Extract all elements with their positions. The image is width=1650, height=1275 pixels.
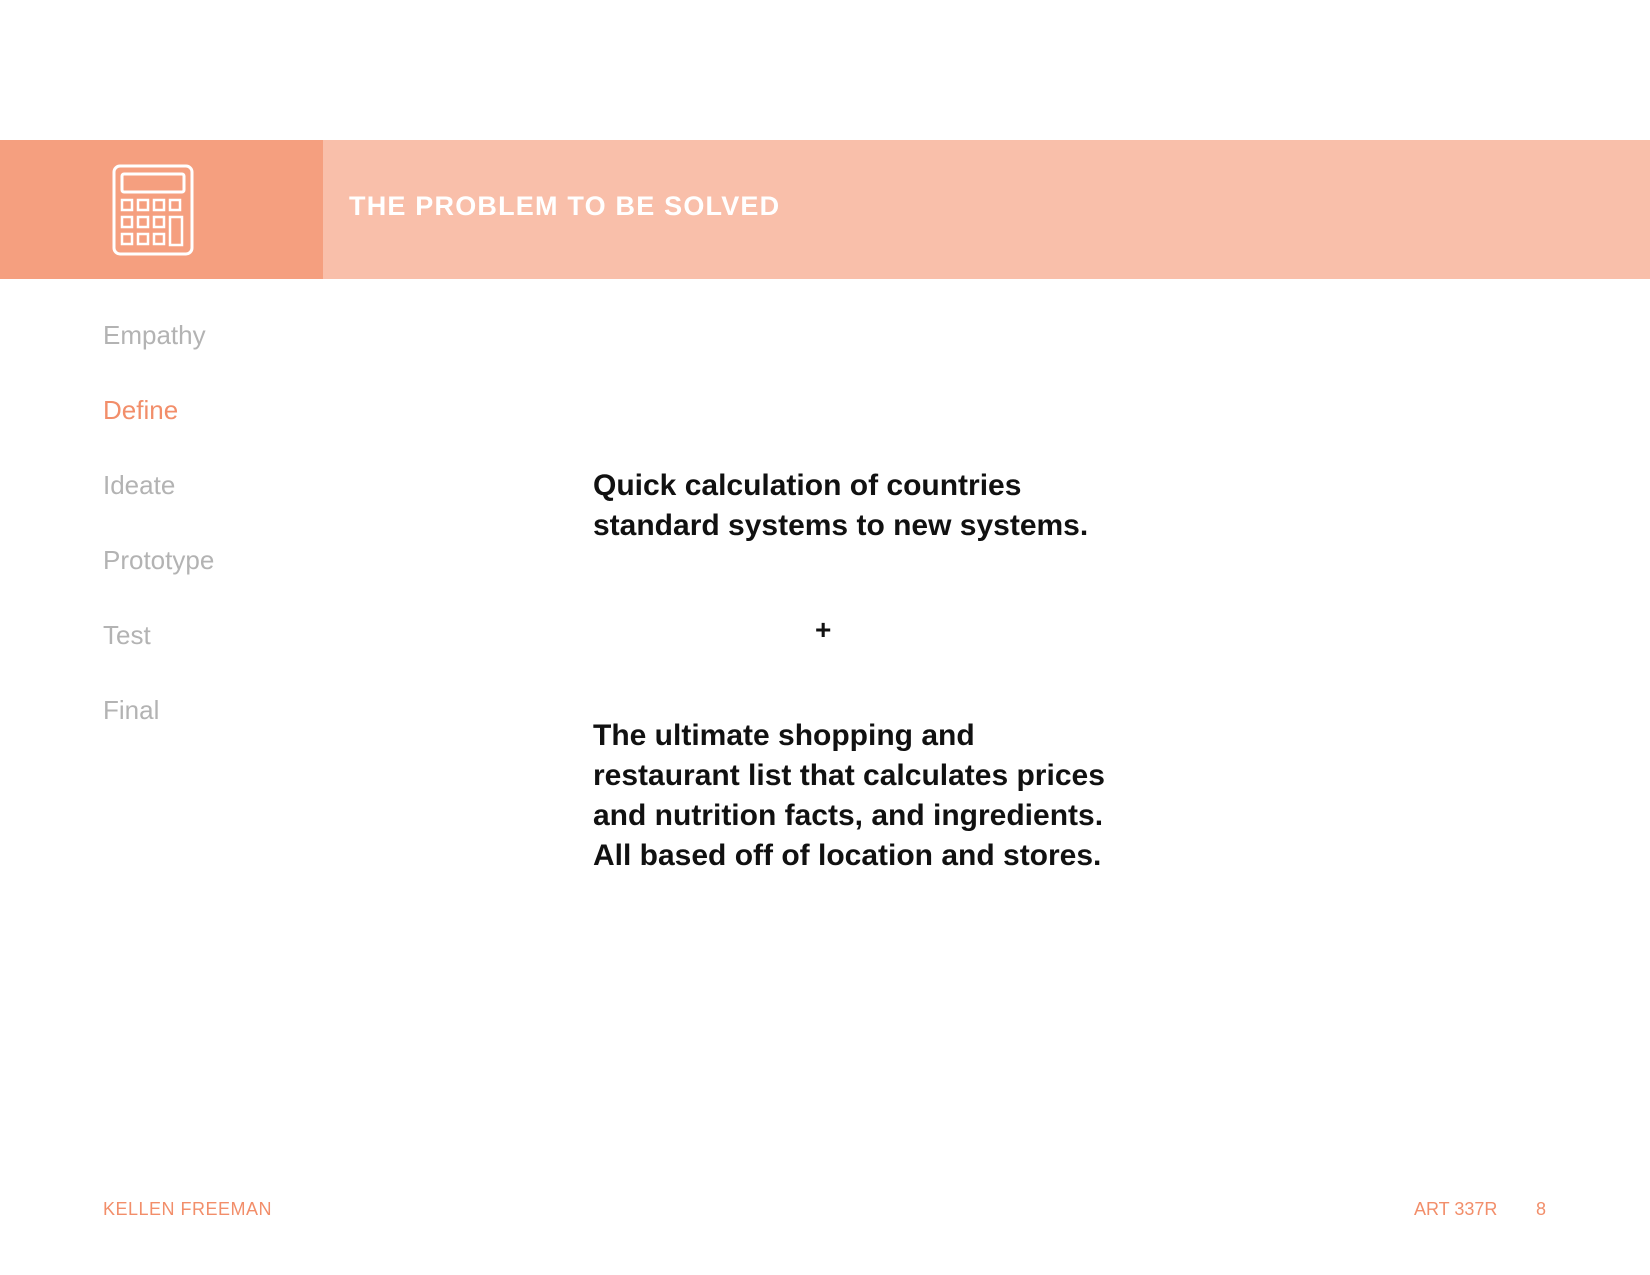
section-nav [103, 320, 214, 770]
nav-item-empathy[interactable]: Empathy [103, 320, 206, 350]
problem-statement-1: Quick calculation of countries standard systems to new systems. [593, 469, 1089, 542]
page-title: THE PROBLEM TO BE SOLVED [349, 191, 781, 221]
nav-item-define[interactable]: Define [103, 395, 179, 425]
nav-item-prototype[interactable]: Prototype [103, 545, 215, 575]
calculator-icon [112, 164, 194, 256]
nav-item-ideate[interactable]: Ideate [103, 470, 176, 500]
footer-page-number: 8 [1536, 1199, 1547, 1219]
nav-item-test[interactable]: Test [103, 620, 151, 650]
problem-statement-2: The ultimate shopping and restaurant list that calculates prices and nutrition facts, and ingredients. All based off of location and stores. [593, 719, 1105, 872]
footer-course: ART 337R [1414, 1199, 1498, 1219]
footer-author: KELLEN FREEMAN [103, 1199, 273, 1219]
problem-statement-1-wrapper [593, 466, 1113, 546]
plus-separator: + [815, 614, 832, 645]
nav-item-final[interactable]: Final [103, 695, 160, 725]
